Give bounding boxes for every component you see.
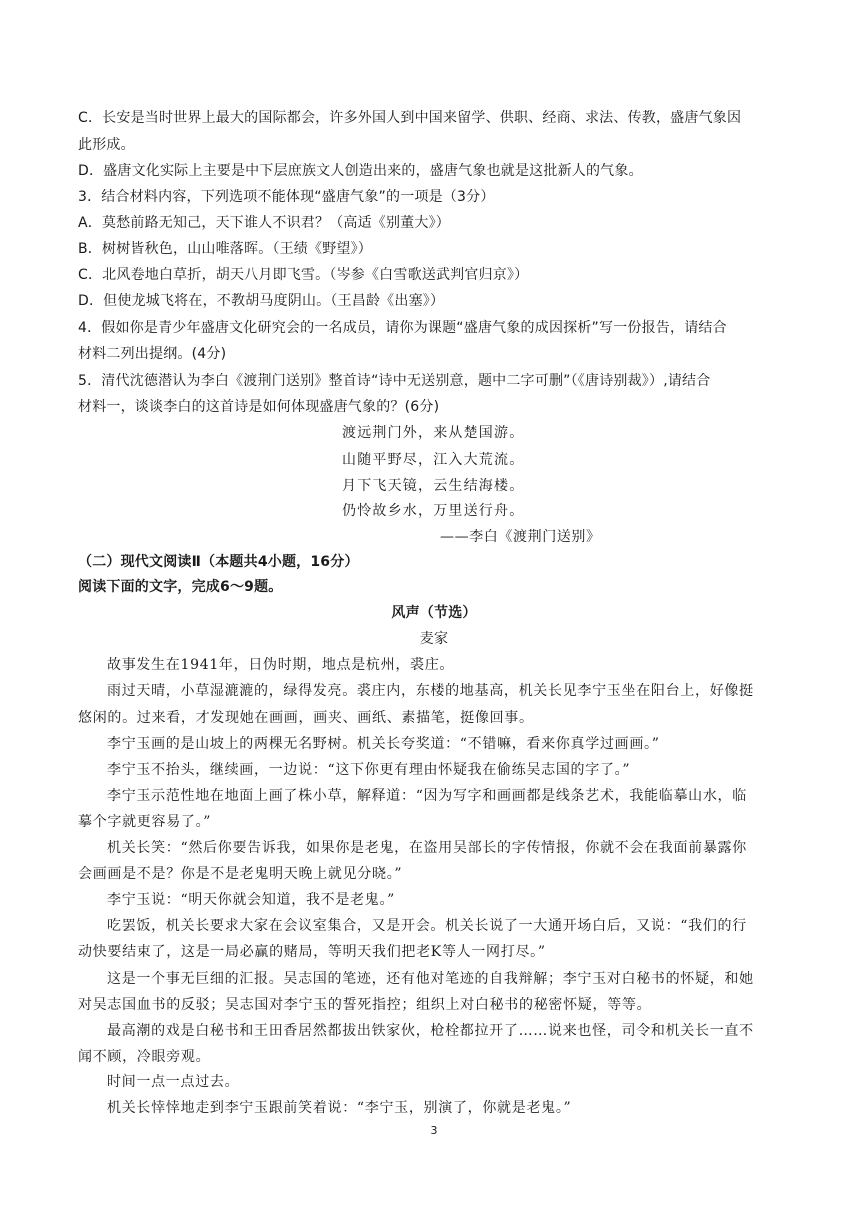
section-heading: （二）现代文阅读Ⅱ（本题共4小题，16分）: [78, 554, 359, 570]
poem-line-4: 仍怜故乡水，万里送行舟。: [342, 503, 525, 519]
option-c-line-1: C．长安是当时世界上最大的国际都会，许多外国人到中国来留学、供职、经商、求法、传教，盛唐气象因: [78, 110, 742, 126]
story-paragraph-7: 李宁玉说：“明天你就会知道，我不是老鬼。”: [107, 892, 396, 908]
question-5-line-1: 5．清代沈德潜认为李白《渡荆门送别》整首诗“诗中无送别意，题中二字可删”（《唐诗别裁》）,请结合: [78, 373, 711, 389]
option-c-line-2: 此形成。: [78, 137, 135, 153]
option-d: D．盛唐文化实际上主要是中下层庶族文人创造出来的，盛唐气象也就是这批新人的气象。: [78, 163, 643, 179]
question-4-line-2: 材料二列出提纲。(4分): [78, 346, 227, 362]
story-paragraph-6-line-1: 机关长笑：“然后你要告诉我，如果你是老鬼，在盗用吴部长的字传情报，你就不会在我面前暴露你: [107, 840, 747, 856]
story-paragraph-10-line-1: 最高潮的戏是白秘书和王田香居然都拔出铁家伙，枪栓都拉开了……说来也怪，司令和机关长一直不: [107, 1023, 754, 1039]
poem-attribution: ——李白《渡荆门送别》: [440, 529, 601, 545]
poem-line-2: 山随平野尽，江入大荒流。: [342, 452, 525, 468]
page-number: 3: [430, 1124, 438, 1137]
story-paragraph-12: 机关长悻悻地走到李宁玉跟前笑着说：“李宁玉，别演了，你就是老鬼。”: [107, 1100, 572, 1116]
story-paragraph-1: 故事发生在1941年，日伪时期，地点是杭州，裘庄。: [107, 657, 455, 673]
story-paragraph-11: 时间一点一点过去。: [107, 1074, 240, 1090]
story-paragraph-2-line-2: 悠闲的。过来看，才发现她在画画，画夹、画纸、素描笔，挺像回事。: [78, 710, 534, 726]
story-paragraph-5-line-2: 摹个字就更容易了。”: [78, 814, 212, 830]
story-author: 麦家: [419, 631, 449, 647]
story-paragraph-10-line-2: 闻不顾，冷眼旁观。: [78, 1049, 211, 1065]
poem-line-1: 渡远荆门外，来从楚国游。: [342, 425, 525, 441]
question-3-option-a: A．莫愁前路无知己，天下谁人不识君？（高适《别董大》）: [78, 215, 450, 231]
story-paragraph-2-line-1: 雨过天晴，小草湿漉漉的，绿得发亮。裘庄内，东楼的地基高，机关长见李宁玉坐在阳台上，好像挺: [107, 683, 754, 699]
story-paragraph-6-line-2: 会画画是不是？你是不是老鬼明天晚上就见分晓。”: [78, 866, 403, 882]
story-title: 风声（节选）: [391, 605, 477, 621]
poem-line-3: 月下飞天镜，云生结海楼。: [342, 478, 525, 494]
section-instruction: 阅读下面的文字，完成6～9题。: [78, 579, 283, 595]
story-paragraph-9-line-1: 这是一个事无巨细的汇报。吴志国的笔迹，还有他对笔迹的自我辩解；李宁玉对白秘书的怀疑，和她: [107, 971, 754, 987]
story-paragraph-8-line-1: 吃罢饭，机关长要求大家在会议室集合，又是开会。机关长说了一大通开场白后，又说：“我们的行: [107, 918, 747, 934]
question-3-option-c: C．北风卷地白草折，胡天八月即飞雪。（岑参《白雪歌送武判官归京》）: [78, 267, 529, 283]
question-3-option-d: D．但使龙城飞将在，不教胡马度阴山。（王昌龄《出塞》）: [78, 293, 445, 309]
question-3-option-b: B．树树皆秋色，山山唯落晖。（王绩《野望》）: [78, 241, 373, 257]
story-paragraph-3: 李宁玉画的是山坡上的两棵无名野树。机关长夸奖道：“不错嘛，看来你真学过画画。”: [107, 736, 660, 752]
story-paragraph-5-line-1: 李宁玉示范性地在地面上画了株小草，解释道：“因为写字和画画都是线条艺术，我能临摹山水，临: [107, 788, 747, 804]
story-paragraph-4: 李宁玉不抬头，继续画，一边说：“这下你更有理由怀疑我在偷练吴志国的字了。”: [107, 762, 631, 778]
question-5-line-2: 材料一，谈谈李白的这首诗是如何体现盛唐气象的？(6分): [78, 399, 440, 415]
question-3: 3．结合材料内容，下列选项不能体现“盛唐气象”的一项是（3分）: [78, 189, 495, 205]
story-paragraph-9-line-2: 对吴志国血书的反驳；吴志国对李宁玉的誓死指控；组织上对白秘书的秘密怀疑，等等。: [78, 997, 652, 1013]
question-4-line-1: 4．假如你是青少年盛唐文化研究会的一名成员，请你为课题“盛唐气象的成因探析”写一份报告，请结合: [78, 320, 727, 336]
story-paragraph-8-line-2: 动快要结束了，这是一局必赢的赌局，等明天我们把老K等人一网打尽。”: [78, 944, 546, 960]
